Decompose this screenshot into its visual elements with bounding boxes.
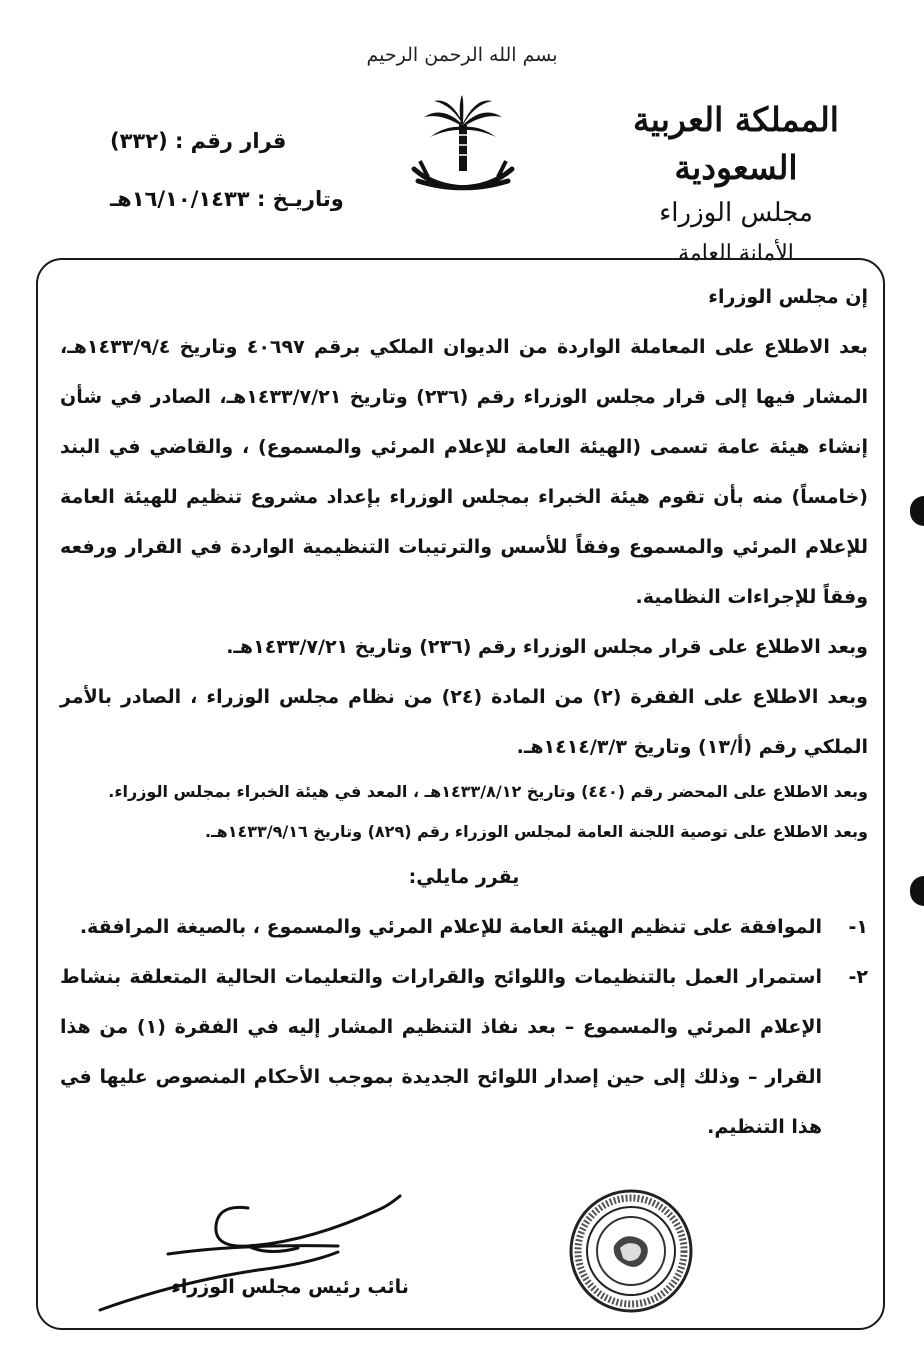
handwritten-signature-icon bbox=[88, 1186, 418, 1321]
general-secretariat: الأمانة العامة bbox=[678, 241, 794, 266]
item-number: ٢- bbox=[848, 966, 868, 988]
paragraph-transaction: بعد الاطلاع على المعاملة الواردة من الديوان الملكي برقم ٤٠٦٩٧ وتاريخ ١٤٣٣/٩/٤هـ، المشار فيها إلى قرار مجلس الوزراء رقم (٢٣٦) وتاريخ ١٤٣٣/٧/٢١هـ، الصادر في شأن إنشاء هيئة عامة تسمى (الهيئة العامة للإعلام المرئي والمسموع) ، والقاضي في البند (خامساً) منه بأن تقوم هيئة الخبراء بمجلس الوزراء بإعداد مشروع تنظيم للهيئة العامة للإعلام المرئي والمسموع وفقاً للأسس والترتيبات التنظيمية الواردة في القرار ورفعه وفقاً للإجراءات النظامية. bbox=[60, 336, 868, 608]
decision-number: قرار رقم : (٣٣٢) bbox=[110, 129, 287, 153]
paragraph-minutes: وبعد الاطلاع على المحضر رقم (٤٤٠) وتاريخ ١٤٣٣/٨/١٢هـ ، المعد في هيئة الخبراء بمجلس الوزراء. bbox=[108, 782, 868, 801]
item-text: استمرار العمل بالتنظيمات واللوائح والقرارات والتعليمات الحالية المتعلقة بنشاط الإعلام المرئي والمسموع – بعد نفاذ التنظيم المشار إليه في الفقرة (١) من هذا القرار – وذلك إلى حين إصدار اللوائح الجديدة بموجب الأحكام المنصوص عليها في هذا التنظيم. bbox=[60, 966, 823, 1138]
bismillah: بسم الله الرحمن الرحيم bbox=[366, 44, 558, 66]
kingdom-name: المملكة العربية السعودية bbox=[633, 100, 839, 187]
resolution-items bbox=[60, 902, 868, 1152]
item-text: الموافقة على تنظيم الهيئة العامة للإعلام المرئي والمسموع ، بالصيغة المرافقة. bbox=[79, 916, 822, 938]
binder-hole-mark bbox=[910, 496, 924, 526]
signer-title: نائب رئيس مجلس الوزراء bbox=[171, 1276, 409, 1298]
letterhead bbox=[576, 96, 896, 274]
list-item bbox=[60, 902, 868, 952]
palm-and-swords-icon bbox=[408, 95, 518, 207]
decision-date: وتاريـخ : ١٦/١٠/١٤٣٣هـ bbox=[110, 187, 344, 211]
official-seal-icon bbox=[568, 1188, 694, 1314]
list-item bbox=[60, 952, 868, 1152]
paragraph-recommendation: وبعد الاطلاع على توصية اللجنة العامة لمجلس الوزراء رقم (٨٢٩) وتاريخ ١٤٣٣/٩/١٦هـ. bbox=[205, 822, 868, 841]
decision-body bbox=[60, 272, 868, 1152]
paragraph-council-decision: وبعد الاطلاع على قرار مجلس الوزراء رقم (٢٣٦) وتاريخ ١٤٣٣/٧/٢١هـ. bbox=[226, 636, 868, 658]
paragraph-council-system: وبعد الاطلاع على الفقرة (٢) من المادة (٢٤) من نظام مجلس الوزراء ، الصادر بالأمر الملكي رقم (أ/١٣) وتاريخ ١٤١٤/٣/٣هـ. bbox=[60, 686, 868, 758]
item-number: ١- bbox=[848, 916, 868, 938]
decision-meta bbox=[110, 112, 344, 228]
opening-line: إن مجلس الوزراء bbox=[708, 286, 868, 308]
resolves-heading: يقرر مايلي: bbox=[408, 866, 520, 888]
council-name: مجلس الوزراء bbox=[659, 198, 813, 228]
binder-hole-mark bbox=[910, 876, 924, 906]
